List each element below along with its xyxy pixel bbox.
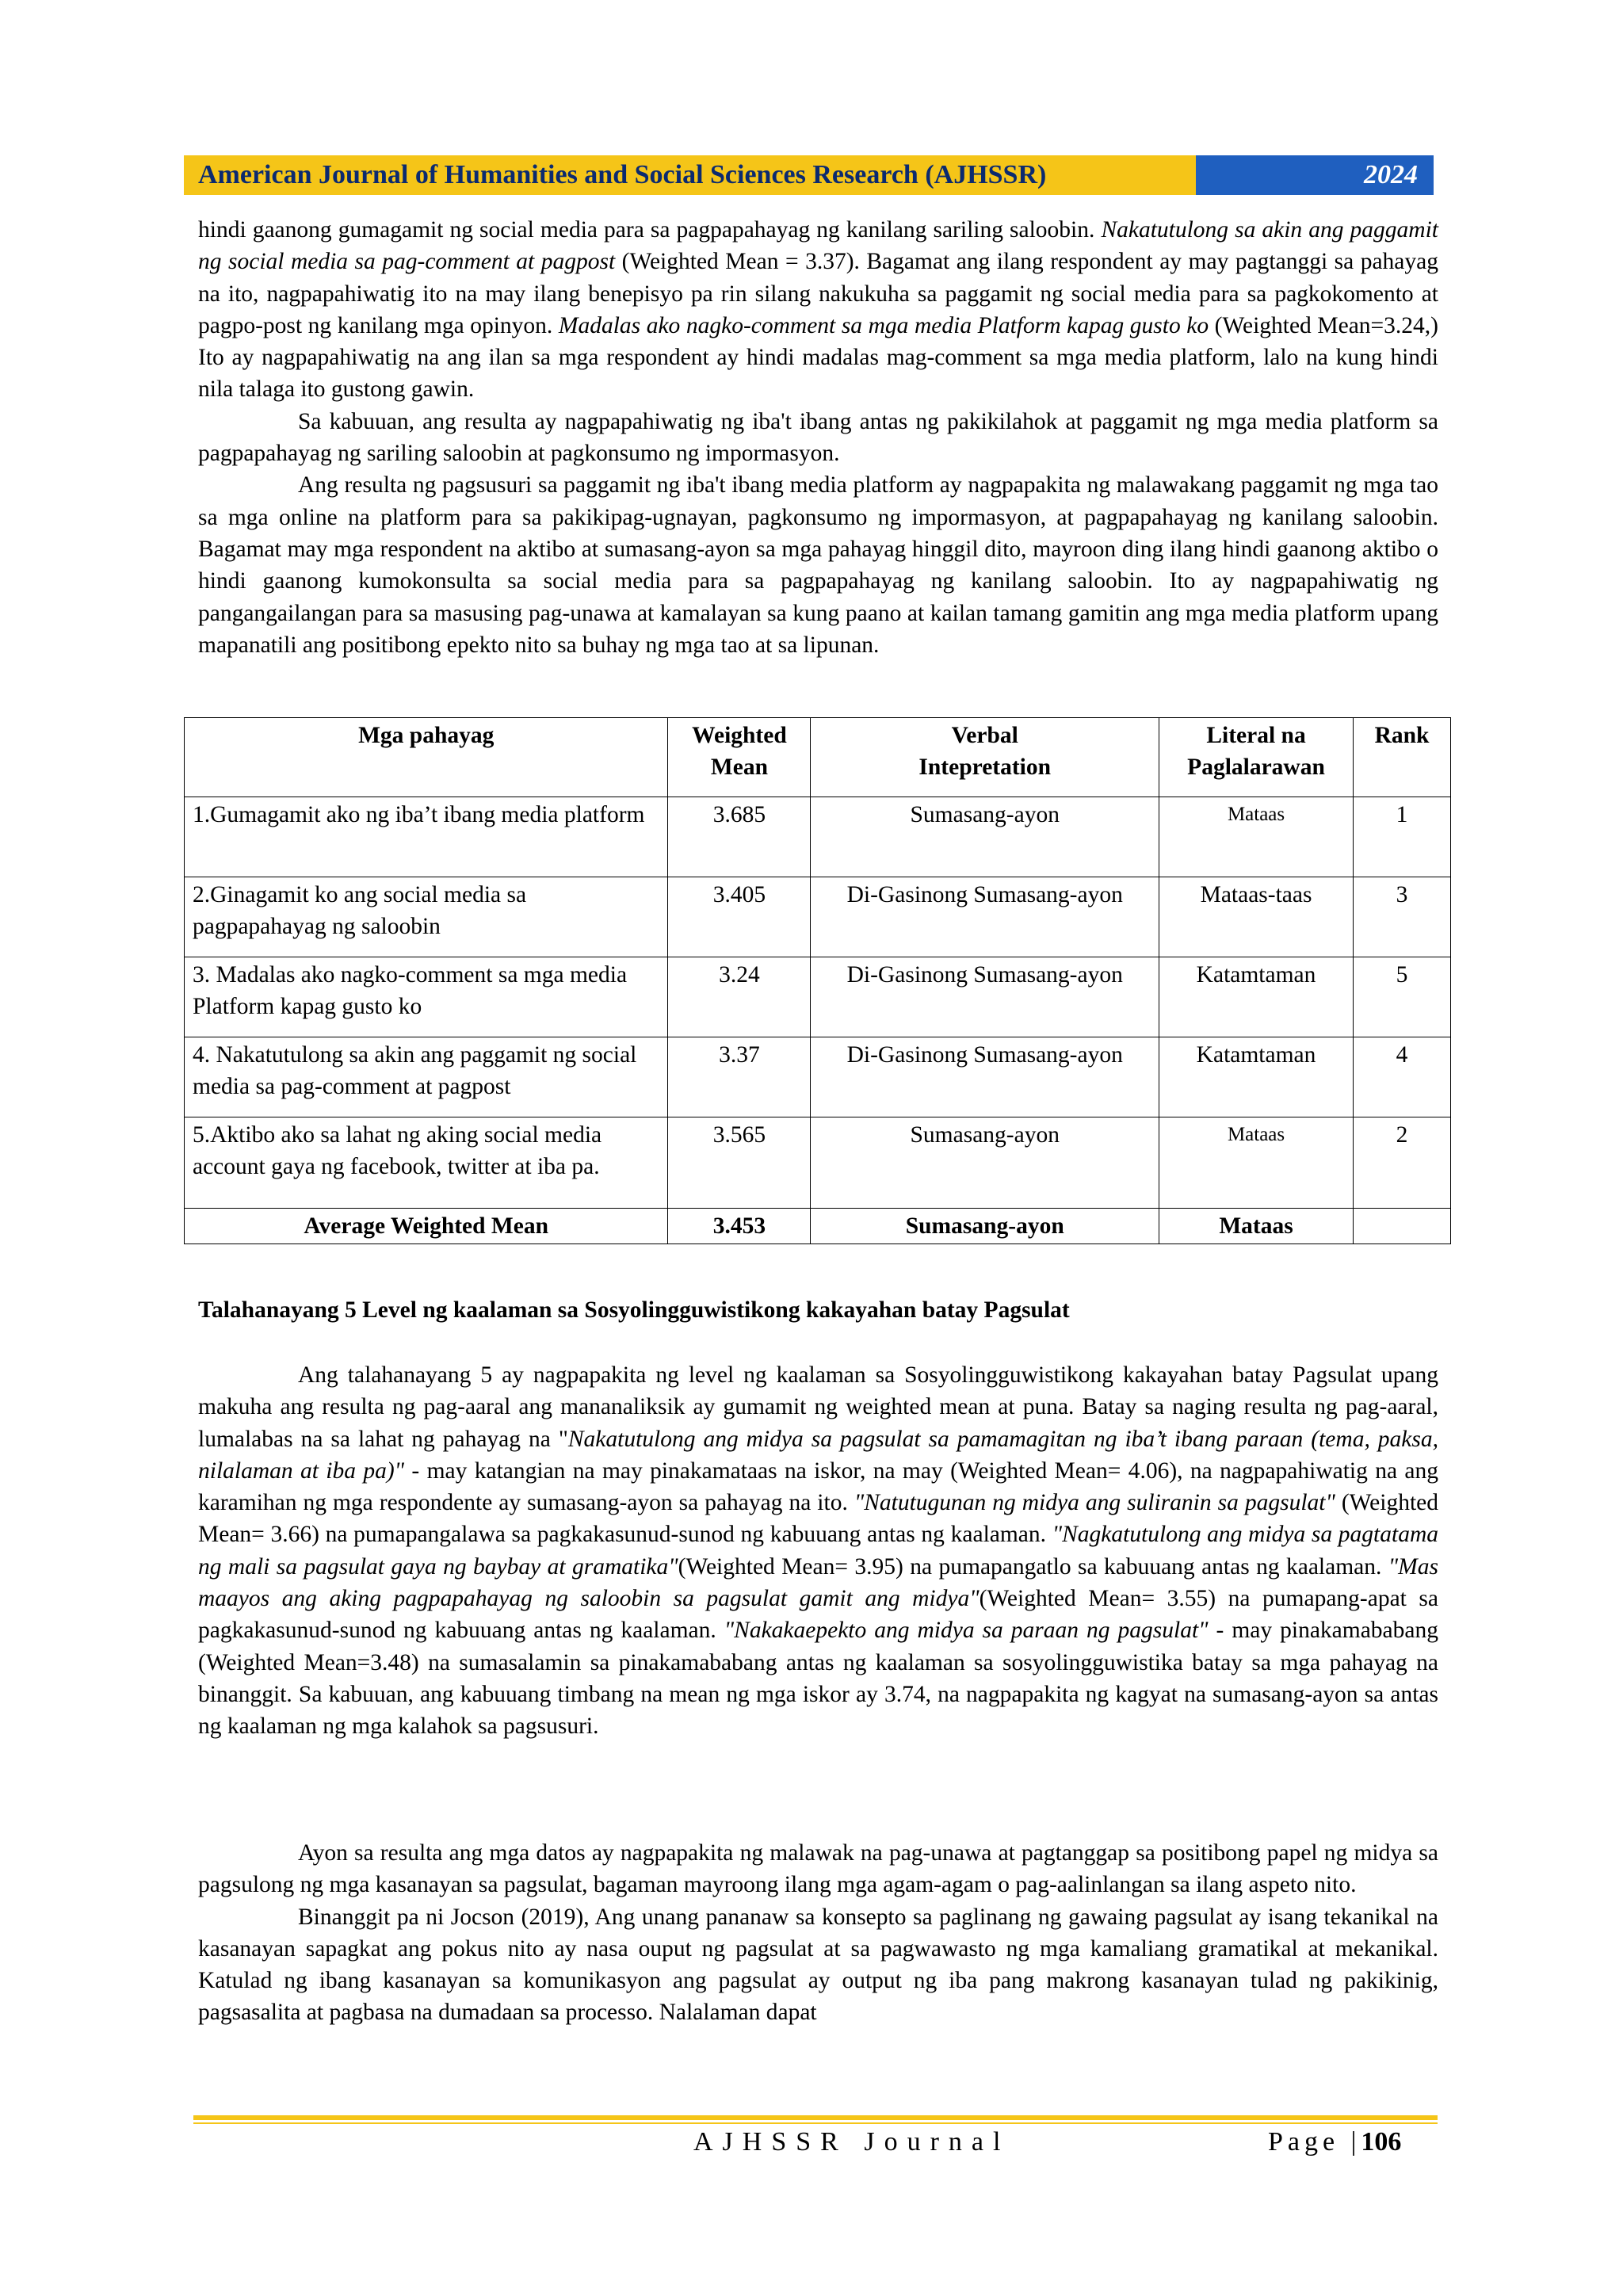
- cell-mean: 3.37: [668, 1037, 811, 1117]
- table-row: [185, 957, 1451, 1037]
- footer-page: Page |106: [1268, 2127, 1402, 2157]
- cell-verbal: Di-Gasinong Sumasang-ayon: [811, 957, 1159, 1037]
- cell-statement: 4. Nakatutulong sa akin ang paggamit ng social media sa pag-comment at pagpost: [185, 1037, 668, 1117]
- journal-title: American Journal of Humanities and Social Sciences Research (AJHSSR): [184, 155, 1196, 195]
- cell-statement: 5.Aktibo ako sa lahat ng aking social media account gaya ng facebook, twitter at iba pa.: [185, 1117, 668, 1209]
- header-statement: Mga pahayag: [185, 718, 668, 797]
- average-label: Average Weighted Mean: [185, 1209, 668, 1244]
- journal-year: 2024: [1196, 155, 1434, 195]
- cell-mean: 3.565: [668, 1117, 811, 1209]
- average-literal: Mataas: [1159, 1209, 1354, 1244]
- table-caption: Talahanayang 5 Level ng kaalaman sa Sosyolingguwistikong kakayahan batay Pagsulat: [198, 1297, 1070, 1323]
- average-verbal: Sumasang-ayon: [811, 1209, 1159, 1244]
- cell-verbal: Di-Gasinong Sumasang-ayon: [811, 1037, 1159, 1117]
- page-number: 106: [1361, 2127, 1402, 2157]
- cell-statement: 1.Gumagamit ako ng iba’t ibang media platform: [185, 797, 668, 877]
- table-row: [185, 1037, 1451, 1117]
- cell-mean: 3.405: [668, 877, 811, 957]
- body-text-bottom: [198, 1837, 1438, 2029]
- cell-literal: Katamtaman: [1159, 1037, 1354, 1117]
- cell-literal: Mataas: [1159, 797, 1354, 877]
- table-row: [185, 1117, 1451, 1209]
- header-literal-description: Literal na Paglalarawan: [1159, 718, 1354, 797]
- paragraph: Ang talahanayang 5 ay nagpapakita ng level ng kaalaman sa Sosyolingguwistikong kakayahan batay Pagsulat upang makuha ang resulta ng pag-aaral ang mananaliksik ay gumamit ng weighted mean at puna. Batay sa naging resulta ng pag-aaral, lumalabas na sa lahat ng pahayag na "Nakatutulong ang midya sa pagsulat sa pamamagitan ng iba’t ibang paraan (tema, paksa, nilalaman at iba pa)" - may katangian na may pinakamataas na iskor, na may (Weighted Mean= 4.06), na nagpapahiwatig na ang karamihan ng mga respondente ay sumasang-ayon sa pahayag na ito. "Natutugunan ng midya ang suliranin sa pagsulat" (Weighted Mean= 3.66) na pumapangalawa sa pagkakasunud-sunod ng kabuuang antas ng kaalaman. "Nagkatutulong ang midya sa pagtatama ng mali sa pagsulat gaya ng baybay at gramatika"(Weighted Mean= 3.95) na pumapangatlo sa kabuuang antas ng kaalaman. "Mas maayos ang aking pagpapahayag ng saloobin sa pagsulat gamit ang midya"(Weighted Mean= 3.55) na pumapang-apat sa pagkakasunud-sunod ng kabuuang antas ng kaalaman. "Nakakaepekto ang midya sa paraan ng pagsulat" - may pinakamababang (Weighted Mean=3.48) na sumasalamin sa pinakamababang antas ng kaalaman sa sosyolingguwistika batay sa mga pahayag na binanggit. Sa kabuuan, ang kabuuang timbang na mean ng mga iskor ay 3.74, na nagpapakita ng kagyat na sumasang-ayon sa antas ng kaalaman ng mga kalahok sa pagsusuri.: [198, 1362, 1439, 1740]
- cell-rank: 2: [1354, 1117, 1451, 1209]
- cell-literal: Katamtaman: [1159, 957, 1354, 1037]
- table-row: [185, 797, 1451, 877]
- paragraph: Sa kabuuan, ang resulta ay nagpapahiwatig ng iba't ibang antas ng pakikilahok at paggamit ng mga media platform sa pagpapahayag ng sariling saloobin at pagkonsumo ng impormasyon.: [198, 408, 1438, 467]
- cell-mean: 3.24: [668, 957, 811, 1037]
- cell-rank: 3: [1354, 877, 1451, 957]
- table-header-row: [185, 718, 1451, 797]
- cell-rank: 1: [1354, 797, 1451, 877]
- footer-rule: [193, 2115, 1438, 2120]
- cell-rank: 4: [1354, 1037, 1451, 1117]
- header-rank: Rank: [1354, 718, 1451, 797]
- cell-mean: 3.685: [668, 797, 811, 877]
- average-rank: [1354, 1209, 1451, 1244]
- cell-statement: 3. Madalas ako nagko-comment sa mga media Platform kapag gusto ko: [185, 957, 668, 1037]
- paragraph: hindi gaanong gumagamit ng social media para sa pagpapahayag ng kanilang sariling saloobin. Nakatutulong sa akin ang paggamit ng social media sa pag-comment at pagpost (Weighted Mean = 3.37). Bagamat ang ilang respondent ay may pagtanggi sa pahayag na ito, nagpapahiwatig ito na may ilang benepisyo pa rin silang nakukuha sa paggamit ng social media para sa pagkokomento at pagpo-post ng kanilang mga opinyon. Madalas ako nagko-comment sa mga media Platform kapag gusto ko (Weighted Mean=3.24,) Ito ay nagpapahiwatig na ang ilan sa mga respondent ay hindi madalas mag-comment sa mga media platform, lalo na kung hindi nila talaga ito gustong gawin.: [198, 217, 1439, 403]
- journal-header: [184, 155, 1434, 195]
- footer-journal: AJHSSR Journal: [693, 2127, 1010, 2157]
- body-text-top: [198, 214, 1438, 661]
- header-verbal-interpretation: Verbal Intepretation: [811, 718, 1159, 797]
- cell-verbal: Di-Gasinong Sumasang-ayon: [811, 877, 1159, 957]
- average-mean: 3.453: [668, 1209, 811, 1244]
- body-text-middle: [198, 1359, 1438, 1743]
- paragraph: Ayon sa resulta ang mga datos ay nagpapakita ng malawak na pag-unawa at pagtanggap sa positibong papel ng midya sa pagsulong ng mga kasanayan sa pagsulat, bagaman mayroong ilang mga agam-agam o pag-aalinlangan sa ilang aspeto nito.: [198, 1840, 1438, 1898]
- cell-verbal: Sumasang-ayon: [811, 797, 1159, 877]
- cell-rank: 5: [1354, 957, 1451, 1037]
- cell-verbal: Sumasang-ayon: [811, 1117, 1159, 1209]
- table-average-row: [185, 1209, 1451, 1244]
- paragraph: Ang resulta ng pagsusuri sa paggamit ng iba't ibang media platform ay nagpapakita ng malawakang paggamit ng mga tao sa mga online na platform para sa pakikipag-ugnayan, pagkonsumo ng impormasyon, at pagpapahayag ng kanilang saloobin. Bagamat may mga respondent na aktibo at sumasang-ayon sa mga pahayag hinggil dito, mayroon ding ilang hindi gaanong aktibo o hindi gaanong kumokonsulta sa social media para sa pagpapahayag ng kanilang saloobin. Ito ay nagpapahiwatig ng pangangailangan para sa masusing pag-unawa at kamalayan sa kung paano at kailan tamang gamitin ang mga media platform upang mapanatili ang positibong epekto nito sa buhay ng mga tao at sa lipunan.: [198, 472, 1438, 658]
- cell-statement: 2.Ginagamit ko ang social media sa pagpapahayag ng saloobin: [185, 877, 668, 957]
- header-weighted-mean: Weighted Mean: [668, 718, 811, 797]
- cell-literal: Mataas: [1159, 1117, 1354, 1209]
- cell-literal: Mataas-taas: [1159, 877, 1354, 957]
- paragraph: Binanggit pa ni Jocson (2019), Ang unang pananaw sa konsepto sa paglinang ng gawaing pagsulat ay isang tekanikal na kasanayan sapagkat ang pokus nito ay nasa ouput ng pagsulat at sa pagwawasto ng mga kamaliang gramatikal at mekanikal. Katulad ng ibang kasanayan sa komunikasyon ang pagsulat ay output ng iba pang makrong kasanayan tulad ng pakikinig, pagsasalita at pagbasa na dumadaan sa processo. Nalalaman dapat: [198, 1904, 1438, 2026]
- footer-rule-thin: [193, 2122, 1438, 2124]
- table-row: [185, 877, 1451, 957]
- results-table: [184, 717, 1451, 1244]
